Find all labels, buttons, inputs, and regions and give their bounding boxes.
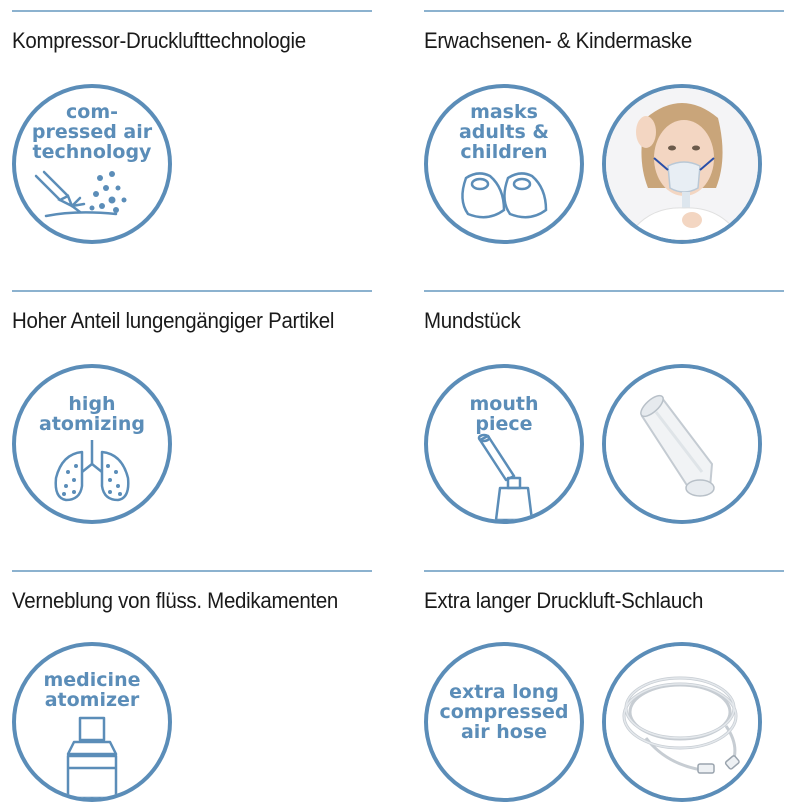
feature-heading: Extra langer Druckluft-Schlauch [424,588,704,613]
compressed-air-badge [12,84,172,244]
woman-wearing-mask-photo [602,84,762,244]
badge-text: extra long compressed air hose [439,681,569,743]
feature-heading: Verneblung von flüss. Medikamenten [12,588,339,613]
mouthpiece-icon [428,368,580,520]
badge-text: masks adults & children [458,101,550,163]
medicine-atomizer-badge [12,642,172,802]
air-hose-badge [424,642,584,802]
badge-text: high atomizing [39,393,145,435]
high-atomizing-badge [12,364,172,524]
badge-text: medicine atomizer [43,669,141,711]
divider [424,570,784,572]
divider [12,290,372,292]
feature-heading: Erwachsenen- & Kindermaske [424,28,692,53]
spray-particles-icon [16,88,168,240]
feature-heading: Hoher Anteil lungengängiger Partikel [12,308,335,333]
mouth-piece-badge [424,364,584,524]
divider [424,290,784,292]
masks-icon [428,88,580,240]
divider [12,570,372,572]
coiled-hose-photo [602,642,762,802]
divider [424,10,784,12]
masks-badge [424,84,584,244]
divider [12,10,372,12]
feature-heading: Mundstück [424,308,521,333]
medicine-bottle-icon [16,646,168,798]
badge-text: com- pressed air technology [31,101,153,163]
badge-text: mouth piece [469,393,539,435]
feature-heading: Kompressor-Drucklufttechnologie [12,28,306,53]
lungs-icon [16,368,168,520]
mouthpiece-photo [602,364,762,524]
